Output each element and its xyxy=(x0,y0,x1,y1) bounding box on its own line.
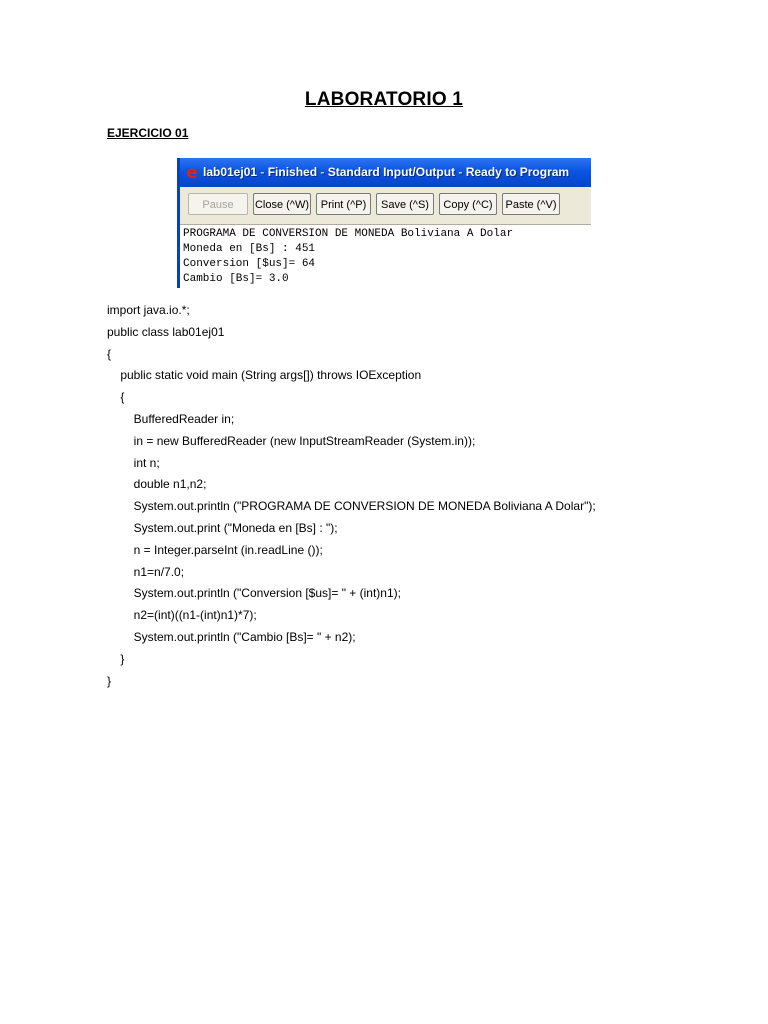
window-title-status: Finished xyxy=(267,165,318,179)
code-line: n2=(int)((n1-(int)n1)*7); xyxy=(107,608,257,623)
code-listing xyxy=(107,300,596,692)
code-line: } xyxy=(107,673,112,688)
console-line: PROGRAMA DE CONVERSION DE MONEDA Boliviana A Dolar xyxy=(183,228,514,240)
window-title-ready: Ready to Program xyxy=(465,165,570,179)
print-button[interactable]: Print (^P) xyxy=(316,193,371,215)
console-line: Moneda en [Bs] : 451 xyxy=(183,243,316,255)
code-line: public class lab01ej01 xyxy=(107,324,225,339)
section-heading: EJERCICIO 01 xyxy=(107,126,189,140)
window-titlebar xyxy=(180,158,591,187)
console-line: Cambio [Bs]= 3.0 xyxy=(183,273,289,285)
page-title: LABORATORIO 1 xyxy=(304,89,464,110)
title-separator: - xyxy=(455,165,466,179)
window-title xyxy=(203,158,569,187)
console-line: Conversion [$us]= 64 xyxy=(183,258,316,270)
close-button[interactable]: Close (^W) xyxy=(253,193,311,215)
code-line: System.out.println ("PROGRAMA DE CONVERSION DE MONEDA Boliviana A Dolar"); xyxy=(107,499,596,514)
paste-button[interactable]: Paste (^V) xyxy=(502,193,560,215)
svg-text:e: e xyxy=(186,163,198,181)
pause-button[interactable]: Pause xyxy=(188,193,248,215)
program-window-screenshot xyxy=(177,158,591,288)
code-line: public static void main (String args[]) throws IOException xyxy=(107,368,422,383)
code-line: import java.io.*; xyxy=(107,303,190,317)
ready-to-program-e-icon xyxy=(183,163,201,181)
code-line: n = Integer.parseInt (in.readLine ()); xyxy=(107,542,323,557)
code-line: System.out.print ("Moneda en [Bs] : "); xyxy=(107,520,338,535)
save-button[interactable]: Save (^S) xyxy=(376,193,434,215)
copy-button[interactable]: Copy (^C) xyxy=(439,193,497,215)
code-line: { xyxy=(107,390,125,405)
code-line: n1=n/7.0; xyxy=(107,564,185,579)
code-line: { xyxy=(107,346,112,361)
code-line: System.out.println ("Cambio [Bs]= " + n2); xyxy=(107,629,356,644)
code-line: int n; xyxy=(107,455,160,470)
title-separator: - xyxy=(257,165,268,179)
code-line: double n1,n2; xyxy=(107,477,207,492)
code-line: BufferedReader in; xyxy=(107,411,235,426)
code-line: in = new BufferedReader (new InputStreamReader (System.in)); xyxy=(107,433,476,448)
code-line: System.out.println ("Conversion [$us]= " + (int)n1); xyxy=(107,586,401,601)
title-separator: - xyxy=(317,165,328,179)
console-output[interactable] xyxy=(180,225,591,288)
window-toolbar xyxy=(180,187,591,225)
window-title-mode: Standard Input/Output xyxy=(327,165,456,179)
code-line: } xyxy=(107,651,125,666)
window-title-name: lab01ej01 xyxy=(203,165,258,179)
